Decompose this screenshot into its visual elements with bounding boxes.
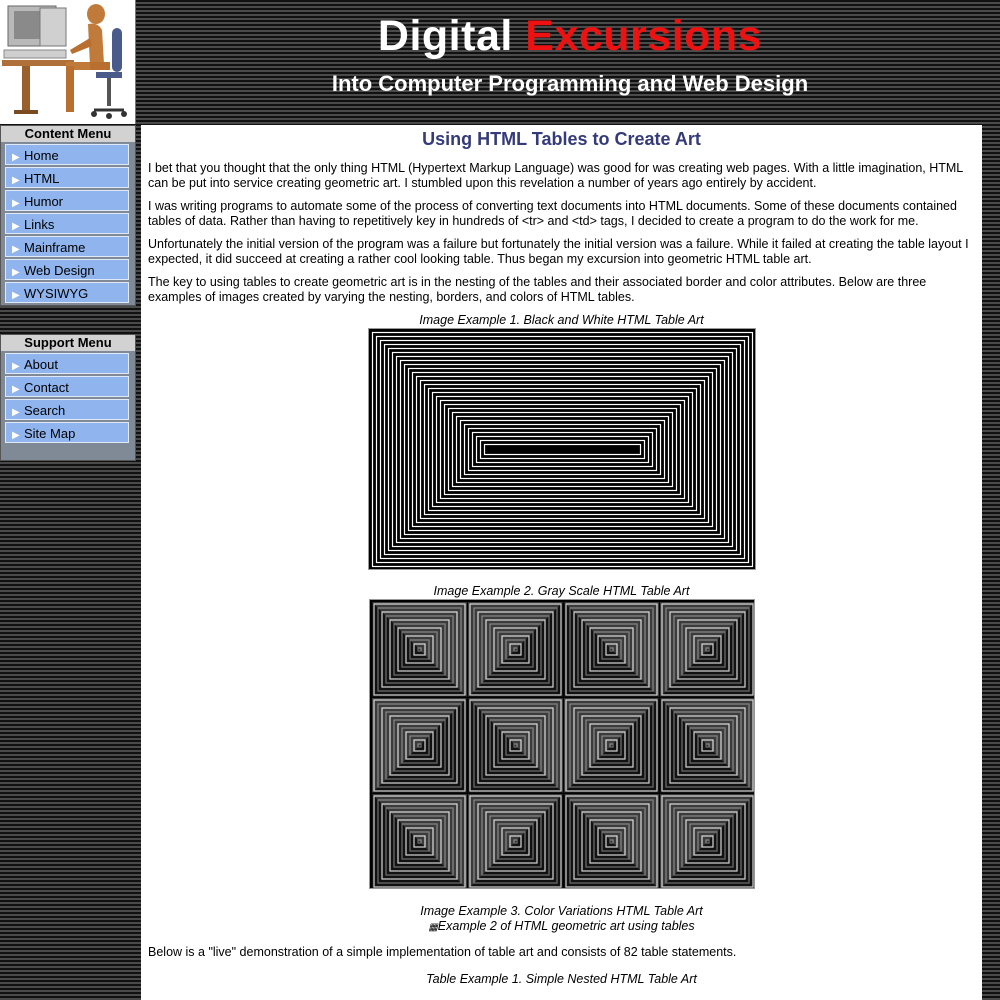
site-title-part1: Digital	[377, 12, 513, 60]
gray-art-cell	[468, 794, 563, 889]
example2-caption: Image Example 2. Gray Scale HTML Table Art	[433, 584, 690, 598]
site-title	[140, 12, 1000, 61]
arrow-right-icon: ▶	[12, 221, 20, 232]
site-subtitle: Into Computer Programming and Web Design	[331, 71, 809, 96]
support-menu	[0, 334, 136, 461]
intro-paragraph-2: I was writing programs to automate some of the process of converting text documents into HTML documents. Some of these documents contained tables of data. Rather than having to repetitively key in hundreds of <tr> and <td> tags, I decided to create a program to do the work for me.	[148, 199, 957, 228]
arrow-right-icon: ▶	[12, 175, 20, 186]
gray-art-cell	[564, 794, 659, 889]
gray-art-cell	[564, 602, 659, 697]
menu-item-label: HTML	[24, 171, 60, 186]
site-header	[140, 0, 1000, 124]
nested-border-rect	[412, 373, 712, 527]
example1-wrapper	[141, 328, 982, 570]
nested-border-rect	[456, 417, 668, 483]
menu-item-about[interactable]	[5, 353, 129, 374]
nested-border-rect	[432, 393, 692, 507]
person-at-computer-desk-icon	[0, 0, 136, 124]
menu-item-label: Home	[24, 148, 59, 163]
content-menu-title: Content Menu	[1, 126, 135, 142]
menu-item-label: Links	[24, 217, 55, 232]
example1-caption: Image Example 1. Black and White HTML Table Art	[419, 313, 704, 327]
example3-caption: Image Example 3. Color Variations HTML Table Art	[420, 904, 703, 918]
content-menu	[0, 125, 136, 306]
nested-border-rect	[380, 341, 744, 559]
support-menu-title: Support Menu	[1, 335, 135, 351]
nested-border-rect	[472, 433, 652, 467]
menu-item-label: Contact	[24, 380, 69, 395]
menu-item-label: About	[24, 357, 58, 372]
menu-item-wysiwyg[interactable]	[5, 282, 129, 303]
nested-border-rect	[468, 429, 656, 471]
gray-art-cell	[468, 602, 563, 697]
menu-item-label: Humor	[24, 194, 64, 209]
nested-border-rect	[452, 413, 672, 487]
gray-art-cell	[660, 602, 755, 697]
menu-item-site-map[interactable]	[5, 422, 129, 443]
black-white-table-art-image	[368, 328, 756, 570]
main-content	[141, 125, 982, 1000]
intro-paragraph-3: Unfortunately the initial version of the program was a failure but fortunately the initial version was a failure. While it failed at creating the table layout I expected, it did succeed at creating a rather cool looking table. Thus began my excursion into geometric HTML table art.	[148, 237, 969, 266]
menu-item-label: Site Map	[24, 426, 76, 441]
menu-item-links[interactable]	[5, 213, 129, 234]
gray-art-cell	[372, 602, 467, 697]
nested-border-rect	[420, 381, 704, 519]
table-example-caption: Table Example 1. Simple Nested HTML Table Art	[426, 971, 697, 986]
gray-art-cell	[372, 698, 467, 793]
intro-paragraph-1: I bet that you thought that the only thing HTML (Hypertext Markup Language) was good for was creating web pages. With a little imagination, HTML can be put into service creating geometric art. I stumbled upon this revelation a number of years ago entirely by accident.	[148, 161, 963, 190]
broken-image-placeholder	[141, 919, 982, 933]
nested-border-rect	[392, 353, 732, 547]
broken-image-icon: ▦	[428, 922, 438, 933]
nested-border-rect	[480, 441, 644, 459]
gray-art-cell	[564, 698, 659, 793]
example3-alt-text: Example 2 of HTML geometric art using tables	[437, 919, 695, 933]
menu-item-web-design[interactable]	[5, 259, 129, 280]
nested-border-rect	[460, 421, 664, 479]
menu-item-label: Web Design	[24, 263, 95, 278]
live-demo-paragraph: Below is a "live" demonstration of a simple implementation of table art and consists of 82 table statements.	[148, 945, 737, 959]
gray-art-cell	[660, 794, 755, 889]
arrow-right-icon: ▶	[12, 430, 20, 441]
nested-border-rect	[372, 333, 752, 567]
arrow-right-icon: ▶	[12, 267, 20, 278]
gray-art-cell	[372, 794, 467, 889]
arrow-right-icon: ▶	[12, 290, 20, 301]
menu-item-mainframe[interactable]	[5, 236, 129, 257]
example2-wrapper	[141, 599, 982, 889]
gray-art-cell	[660, 698, 755, 793]
intro-paragraph-4: The key to using tables to create geometric art is in the nesting of the tables and their associated border and color attributes. Below are three examples of images created by varying the nesting, borders, and colors of HTML tables.	[148, 275, 927, 304]
menu-item-label: Search	[24, 403, 66, 418]
arrow-right-icon: ▶	[12, 152, 20, 163]
arrow-right-icon: ▶	[12, 384, 20, 395]
site-logo[interactable]	[0, 0, 136, 124]
site-title-part2: Excursions	[525, 12, 763, 60]
arrow-right-icon: ▶	[12, 244, 20, 255]
gray-scale-table-art-image	[369, 599, 755, 889]
menu-item-contact[interactable]	[5, 376, 129, 397]
menu-item-humor[interactable]	[5, 190, 129, 211]
arrow-right-icon: ▶	[12, 198, 20, 209]
menu-item-home[interactable]	[5, 144, 129, 165]
nested-border-rect	[484, 445, 640, 455]
menu-item-html[interactable]	[5, 167, 129, 188]
menu-item-search[interactable]	[5, 399, 129, 420]
menu-item-label: Mainframe	[24, 240, 86, 255]
arrow-right-icon: ▶	[12, 361, 20, 372]
gray-art-cell	[468, 698, 563, 793]
arrow-right-icon: ▶	[12, 407, 20, 418]
page-title: Using HTML Tables to Create Art	[422, 129, 701, 149]
menu-item-label: WYSIWYG	[24, 286, 89, 301]
